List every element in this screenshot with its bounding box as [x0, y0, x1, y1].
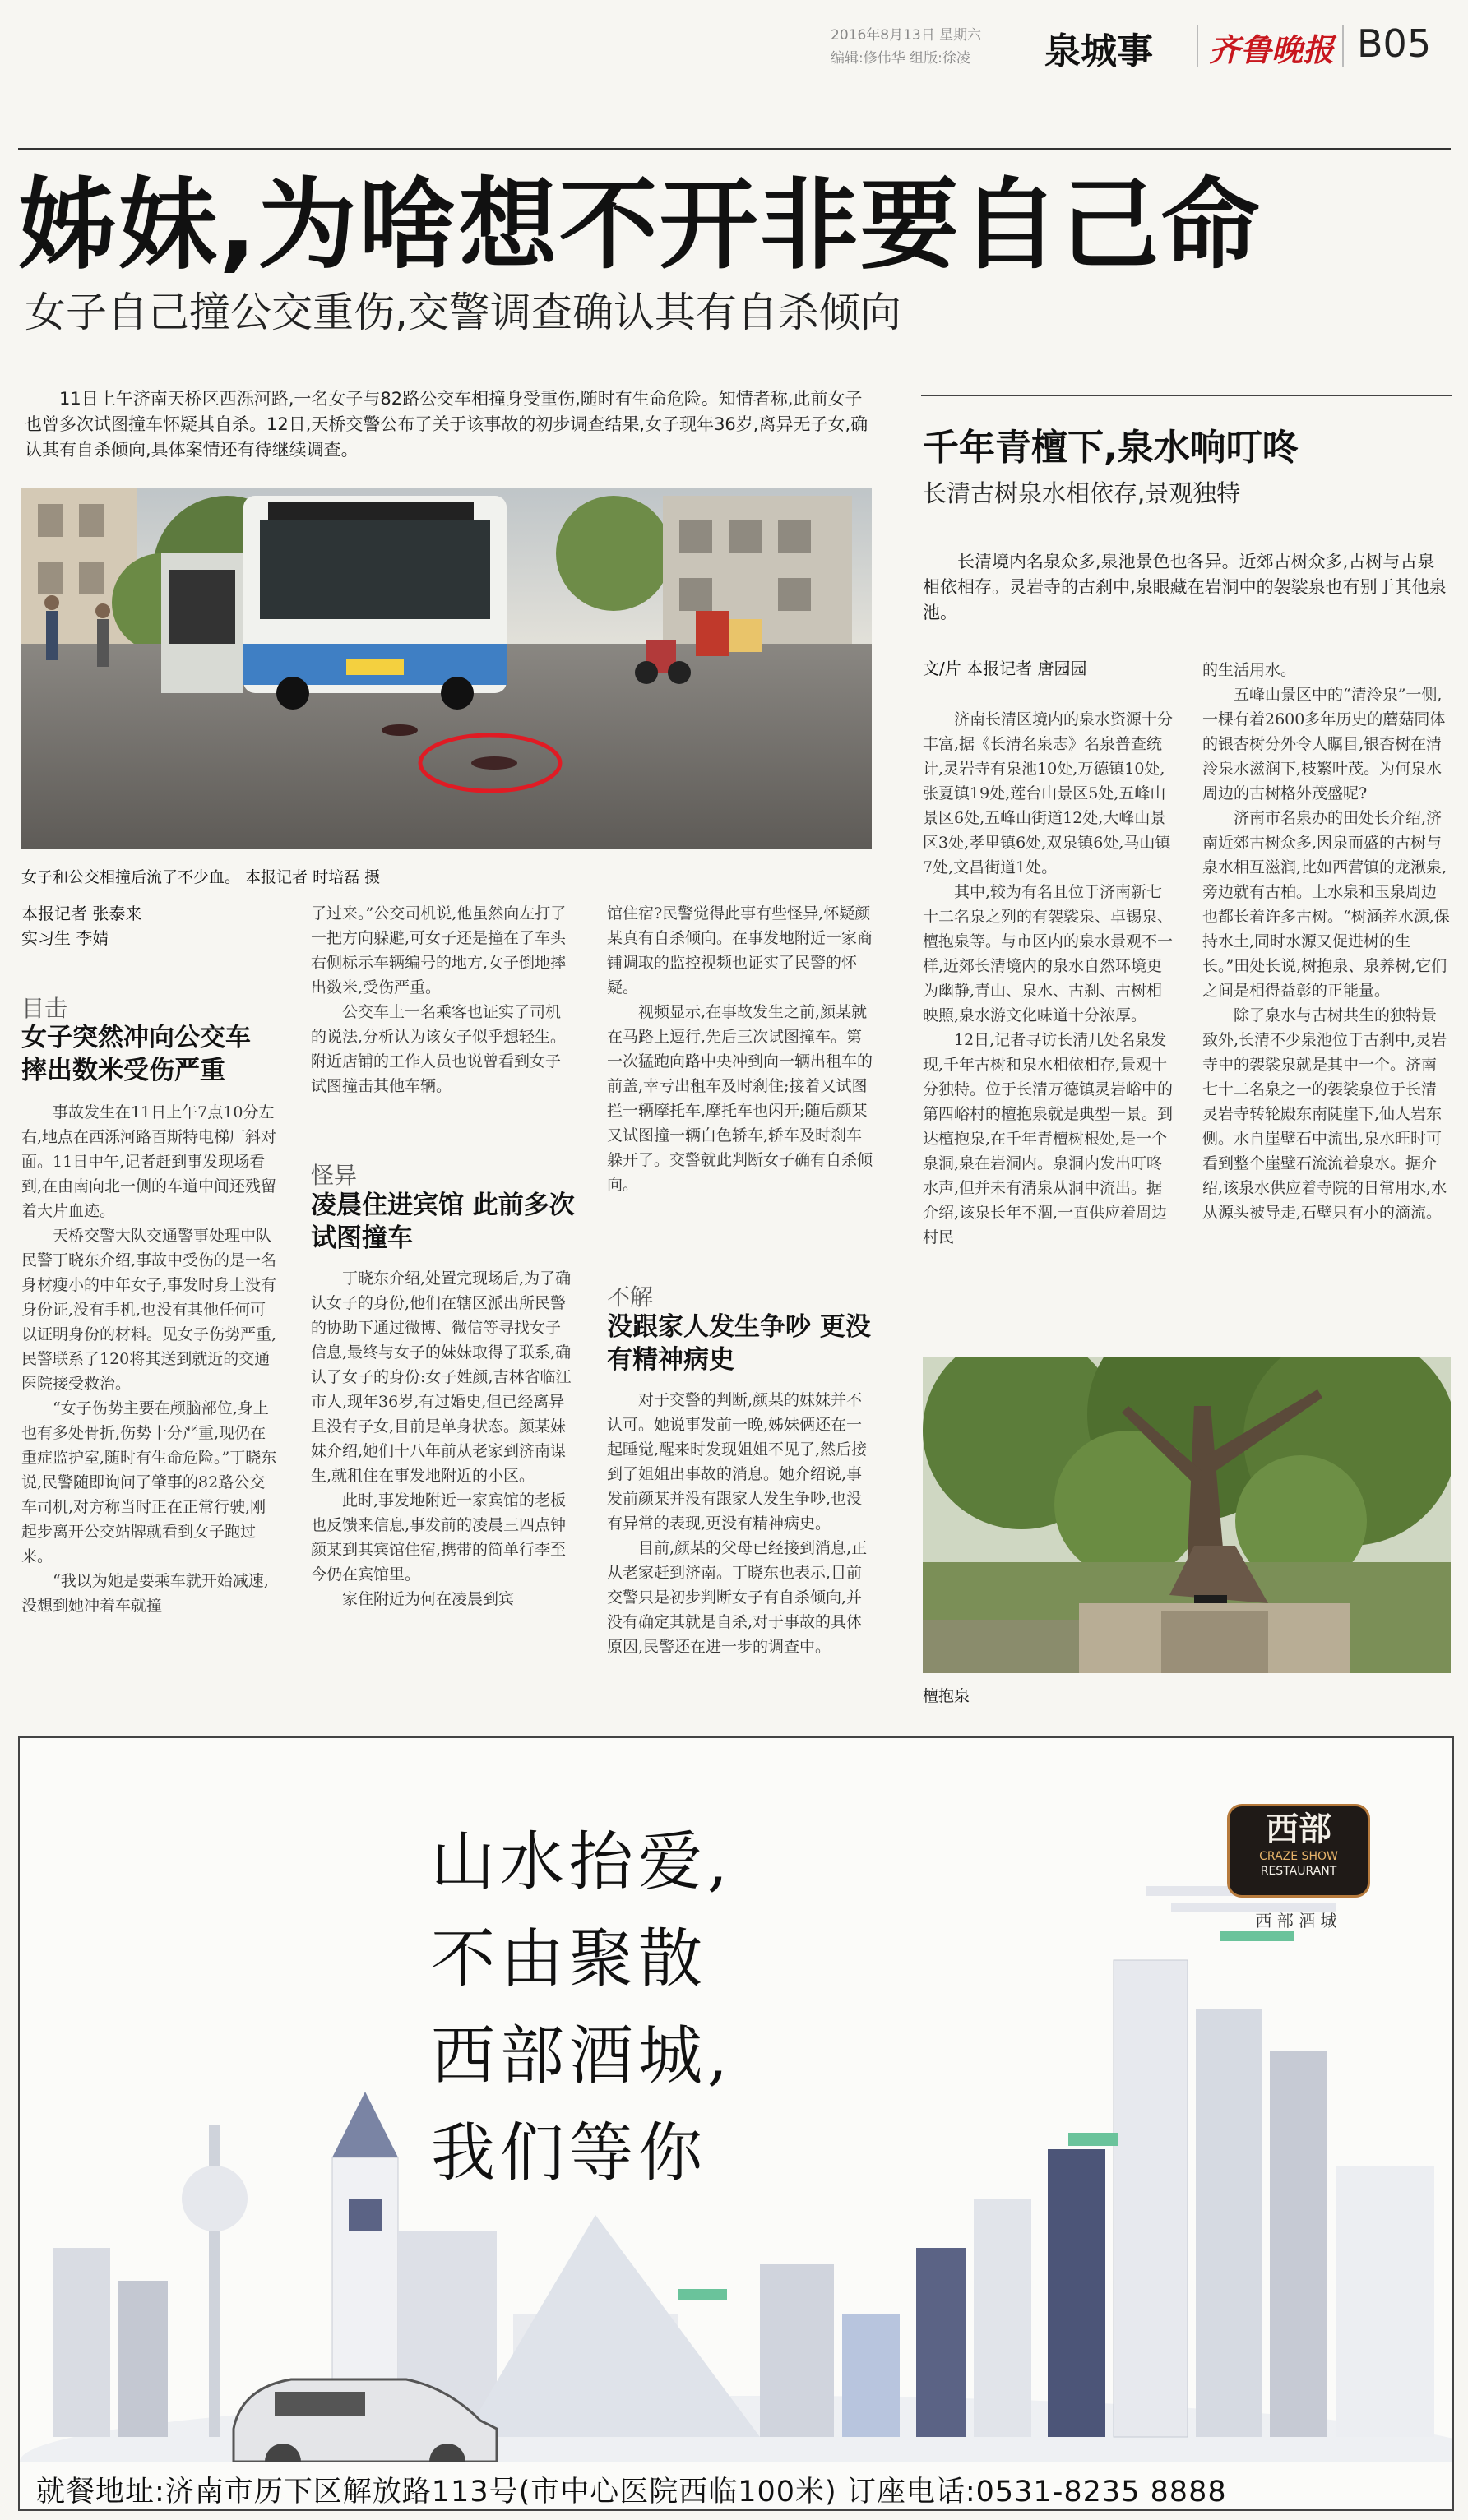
story2-headline: 千年青檀下,泉水响叮咚 [923, 427, 1299, 469]
story1-byline-1: 本报记者 张泰来 [21, 904, 142, 923]
story2-rule [921, 395, 1452, 396]
page-header [0, 0, 1468, 82]
story1-col2-bottom [311, 1266, 576, 1700]
main-headline: 姊妹,为啥想不开非要自己命 [18, 169, 1262, 283]
bus-accident-image [21, 488, 872, 849]
story1-col1-p3: “女子伤势主要在颅脑部位,身上也有多处骨折,伤势十分严重,现仍在重症监护室,随时有生命危险。”丁晓东说,民警随即询问了肇事的82路公交车司机,对方称当时正在正常行驶,刚起步离开公交站牌就看到女子跑过来。 [21, 1399, 277, 1565]
story2-col1-p3: 12日,记者寻访长清几处名泉发现,千年古树和泉水相依相存,景观十分独特。位于长清万德镇灵岩峪中的第四峪村的檀抱泉就是典型一景。到达檀抱泉,在千年青檀树根处,是一个泉洞,泉在岩洞内。泉洞内发出叮咚水声,但并未有清泉从洞中流出。据介绍,该泉长年不涸,一直供应着周边村民 [923, 1031, 1174, 1246]
story1-col3-top [607, 901, 873, 1288]
sec3-label: 不解 [607, 1283, 654, 1311]
story1-col1-p1: 事故发生在11日上午7点10分左右,地点在西泺河路百斯特电梯厂斜对面。11日中午,记者赶到事发现场看到,在由南向北一侧的车道中间还残留着大片血迹。 [21, 1103, 277, 1220]
ad-frame [18, 1736, 1454, 2511]
section-name: 泉城事 [1044, 30, 1153, 72]
story1-col2-p4: 此时,事发地附近一家宾馆的老板也反馈来信息,事发前的凌晨三四点钟颜某到其宾馆住宿,携带的简单行李至今仍在宾馆里。 [311, 1491, 567, 1584]
header-divider [1197, 25, 1198, 67]
sec3-title: 没跟家人发生争吵 更没有精神病史 [607, 1312, 871, 1375]
story2-col1-p2: 其中,较为有名且位于济南新七十二名泉之列的有袈裟泉、卓锡泉、檀抱泉等。与市区内的泉水景观不一样,近郊长清境内的泉水自然环境更为幽静,青山、泉水、古刹、古树相映照,泉水游文化味道十分浓厚。 [923, 883, 1174, 1024]
sec1-title: 女子突然冲向公交车 摔出数米受伤严重 [21, 1023, 251, 1085]
story1-col3-p1: 馆住宿?民警觉得此事有些怪异,怀疑颜某真有自杀倾向。在事发地附近一家商铺调取的监控视频也证实了民警的怀疑。 [607, 904, 873, 996]
ad-footer [20, 2462, 1452, 2510]
bus-accident-photo [21, 488, 872, 849]
story1-col1 [21, 1100, 278, 1700]
logo-english-2: RESTAURANT [1260, 1865, 1337, 1878]
story2-col2-p4: 除了泉水与古树共生的独特景致外,长清不少泉池位于古刹中,灵岩寺中的袈裟泉就是其中一个。济南七十二名泉之一的袈裟泉位于长清灵岩寺转轮殿东南陡崖下,仙人岩东侧。水自崖壁石中流出,泉水旺时可看到整个崖壁石流流着泉水。据介绍,该泉水供应着寺院的日常用水,水从源头被导走,石壁只有小的滴流。 [1202, 1006, 1447, 1222]
story2-col2-p2: 五峰山景区中的“清泠泉”一侧,一棵有着2600多年历史的蘑菇同体的银杏树分外令人瞩目,银杏树在清泠泉水滋润下,枝繁叶茂。为何泉水周边的古树格外茂盛呢? [1202, 686, 1446, 802]
ad-slogan-2: 不由聚散 [431, 1922, 708, 1996]
logo-chinese: 西部 [1266, 1810, 1331, 1848]
story1-byline-2: 实习生 李婧 [21, 928, 109, 948]
story2-subheadline: 长清古树泉水相依存,景观独特 [923, 479, 1241, 507]
page-number: B05 [1357, 21, 1432, 66]
sec2-label: 怪异 [311, 1162, 358, 1189]
ad-slogan-1: 山水抬爱, [431, 1825, 733, 1899]
spring-tree-photo [923, 1357, 1451, 1673]
story1-col3-p4: 目前,颜某的父母已经接到消息,正从老家赶到济南。丁晓东也表示,目前交警只是初步判断女子有自杀倾向,并没有确定其就是自杀,对于事故的具体原因,民警还在进一步的调查中。 [607, 1539, 868, 1656]
story2-byline: 文/片 本报记者 唐园园 [923, 659, 1087, 678]
ad-slogan-4: 我们等你 [431, 2116, 708, 2190]
logo-english-1: CRAZE SHOW [1259, 1850, 1338, 1863]
story1-col3-p3: 对于交警的判断,颜某的妹妹并不认可。她说事发前一晚,姊妹俩还在一起睡觉,醒来时发现姐姐不见了,然后接到了姐姐出事故的消息。她介绍说,事发前颜某并没有跟家人发生争吵,也没有异常的表现,更没有精神病史。 [607, 1391, 868, 1533]
main-subheadline: 女子自己撞公交重伤,交警调查确认其有自杀倾向 [25, 289, 901, 336]
story2-col2-p1: 的生活用水。 [1202, 661, 1297, 679]
story1-col3-bottom [607, 1388, 873, 1700]
sec2-title: 凌晨住进宾馆 此前多次试图撞车 [311, 1191, 575, 1253]
story1-col2-top [311, 901, 576, 1140]
sec1-label: 目击 [21, 995, 68, 1022]
story2-col1-p1: 济南长清区境内的泉水资源十分丰富,据《长清名泉志》名泉普查统计,灵岩寺有泉池10处,万德镇10处,张夏镇19处,莲台山景区5处,五峰山景区6处,五峰山街道12处,大峰山景区3处,孝里镇6处,双泉镇6处,马山镇7处,文昌街道1处。 [923, 710, 1174, 876]
story1-col2-p3: 丁晓东介绍,处置完现场后,为了确认女子的身份,他们在辖区派出所民警的协助下通过微博、微信等寻找女子信息,最终与女子的妹妹取得了联系,确认了女子的身份:女子姓颜,吉林省临江市人,现年36岁,有过婚史,但已经离异且没有子女,目前是单身状态。颜某妹妹介绍,她们十八年前从老家到济南谋生,就租住在事发地附近的小区。 [311, 1269, 572, 1485]
story2-lead-text: 长清境内名泉众多,泉池景色也各异。近郊古树众多,古树与古泉相依相存。灵岩寺的古刹中,泉眼藏在岩洞中的袈裟泉也有别于其他泉池。 [923, 552, 1447, 622]
header-rule [18, 148, 1451, 150]
story2-col1 [923, 707, 1178, 1348]
story1-col2-p2: 公交车上一名乘客也证实了司机的说法,分析认为该女子似乎想轻生。附近店铺的工作人员也说曾看到女子试图撞击其他车辆。 [311, 1003, 567, 1095]
story1-col3-p2: 视频显示,在事故发生之前,颜某就在马路上逗行,先后三次试图撞车。第一次猛跑向路中央冲到向一辆出租车的前盖,幸亏出租车及时刹住;接着又试图拦一辆摩托车,摩托车也闪开;随后颜某又试图撞一辆白色轿车,轿车及时刹车躲开了。交警就此判断女子确有自杀倾向。 [607, 1003, 873, 1194]
story2-col2 [1202, 658, 1451, 1348]
story1-col1-p4: “我以为她是要乘车就开始减速,没想到她冲着车就撞 [21, 1572, 269, 1615]
header-editors: 编辑:修伟华 组版:徐凌 [831, 50, 970, 67]
story1-col2-p1: 了过来。”公交司机说,他虽然向左打了一把方向躲避,可女子还是撞在了车头右侧标示车辆编号的地方,女子倒地摔出数米,受伤严重。 [311, 904, 567, 996]
story2-col2-p3: 济南市名泉办的田处长介绍,济南近郊古树众多,因泉而盛的古树与泉水相互滋润,比如西营镇的龙湫泉,旁边就有古柏。上水泉和玉泉周边也都长着许多古树。“树涵养水源,保持水土,同时水源又促进树的生长。”田处长说,树抱泉、泉养树,它们之间是相得益彰的正能量。 [1202, 809, 1450, 1000]
story1-col2-p5: 家住附近为何在凌晨到宾 [342, 1590, 515, 1608]
story1-col1-p2: 天桥交警大队交通警事处理中队民警丁晓东介绍,事故中受伤的是一名身材瘦小的中年女子,事发时身上没有身份证,没有手机,也没有其他任何可以证明身份的材料。见女子伤势严重,民警联系了120将其送到就近的交通医院接受救治。 [21, 1227, 277, 1393]
story1-lead [25, 386, 872, 463]
header-divider-2 [1342, 25, 1344, 67]
header-date: 2016年8月13日 星期六 [831, 27, 982, 44]
logo-subtitle: 西 部 酒 城 [1255, 1911, 1337, 1930]
ad-slogan-3: 西部酒城, [431, 2019, 733, 2093]
restaurant-logo [1227, 1804, 1370, 1898]
story1-lead-text: 11日上午济南天桥区西泺河路,一名女子与82路公交车相撞身受重伤,随时有生命危险。知情者称,此前女子也曾多次试图撞车怀疑其自杀。12日,天桥交警公布了关于该事故的初步调查结果,女子现年36岁,离异无子女,确认其有自杀倾向,具体案情还有待继续调查。 [25, 389, 868, 460]
paper-logo: 齐鲁晚报 [1209, 31, 1335, 68]
story2-lead [923, 549, 1451, 626]
photo-caption-1: 女子和公交相撞后流了不少血。 本报记者 时培磊 摄 [21, 868, 381, 886]
ad-address-phone: 就餐地址:济南市历下区解放路113号(市中心医院西临100米) 订座电话:0531-8235 8888 [36, 2476, 1227, 2508]
photo-caption-2: 檀抱泉 [923, 1687, 970, 1705]
spring-tree-image [923, 1357, 1451, 1673]
